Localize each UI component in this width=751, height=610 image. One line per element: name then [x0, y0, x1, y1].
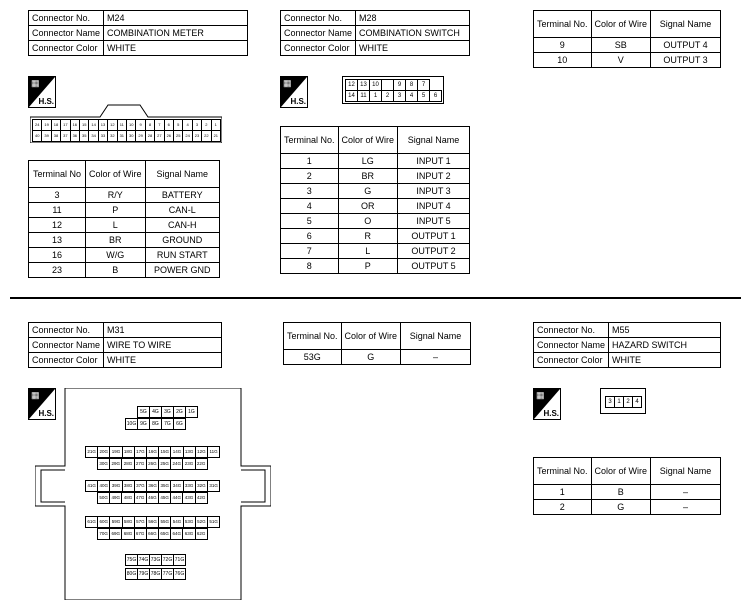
connector-pin: 66G: [146, 528, 159, 540]
connector-pin: 30: [126, 130, 136, 142]
m55-terminal-table: [533, 457, 721, 515]
connector-pin: 10G: [125, 418, 138, 430]
connector-pin: 4: [182, 119, 192, 131]
terminal-no: 3: [281, 184, 339, 199]
table-row: [29, 218, 220, 233]
hs-label: H.S.: [38, 97, 54, 106]
wire-color: L: [86, 218, 146, 233]
signal-name: CAN-H: [145, 218, 219, 233]
info-key: Connector Color: [29, 353, 104, 368]
connector-pin: 55G: [158, 516, 171, 528]
terminal-no: 3: [29, 188, 86, 203]
m55-connector-face: [600, 388, 646, 414]
info-key: Connector Color: [29, 41, 104, 56]
connector-pin: 37G: [134, 480, 147, 492]
signal-name: INPUT 1: [398, 154, 470, 169]
terminal-no: 23: [29, 263, 86, 278]
hs-icon: ▦ H.S.: [28, 388, 56, 420]
m31-connector-face: [35, 388, 271, 600]
connector-pin: 8: [405, 79, 418, 91]
header-terminal: Terminal No.: [534, 458, 592, 485]
header-signal: Signal Name: [651, 11, 721, 38]
connector-pin: 49G: [109, 492, 122, 504]
connector-pin: 4: [405, 90, 418, 102]
info-key: Connector No.: [281, 11, 356, 26]
table-row: [534, 485, 721, 500]
connector-pin: 28: [145, 130, 155, 142]
connector-pin: 4G: [149, 406, 162, 418]
info-key: Connector Name: [281, 26, 356, 41]
connector-pin: 21G: [85, 446, 98, 458]
header-terminal: Terminal No.: [534, 11, 592, 38]
connector-pin: 5: [417, 90, 430, 102]
connector-pin: 64G: [170, 528, 183, 540]
signal-name: INPUT 3: [398, 184, 470, 199]
wire-color: SB: [591, 38, 651, 53]
connector-pin: 70G: [97, 528, 110, 540]
header-color: Color of Wire: [591, 11, 651, 38]
info-value: WHITE: [356, 41, 470, 56]
connector-pin: 79G: [137, 568, 150, 580]
connector-pin: 1: [614, 396, 624, 408]
wire-color: O: [338, 214, 398, 229]
header-signal: Signal Name: [145, 161, 219, 188]
connector-pin: 23G: [182, 458, 195, 470]
connector-pin: 28G: [121, 458, 134, 470]
connector-pin: 80G: [125, 568, 138, 580]
connector-pin: 40: [32, 130, 42, 142]
terminal-no: 8: [281, 259, 339, 274]
connector-pin: 56G: [146, 516, 159, 528]
connector-pin: 24G: [170, 458, 183, 470]
connector-pin: 39G: [109, 480, 122, 492]
connector-pin: 9: [393, 79, 406, 91]
connector-pin: 73G: [149, 554, 162, 566]
connector-pin: 11: [357, 90, 370, 102]
connector-pin: 21: [211, 130, 221, 142]
connector-pin: 29G: [109, 458, 122, 470]
connector-pin: 3: [605, 396, 615, 408]
table-row: [29, 188, 220, 203]
info-value: HAZARD SWITCH: [609, 338, 721, 353]
signal-name: OUTPUT 3: [651, 53, 721, 68]
wire-color: V: [591, 53, 651, 68]
signal-name: POWER GND: [145, 263, 219, 278]
connector-pin: 78G: [149, 568, 162, 580]
connector-pin: 15: [79, 119, 89, 131]
connector-pin: 17: [60, 119, 70, 131]
m28-terminal-table: [280, 126, 470, 274]
terminal-no: 2: [281, 169, 339, 184]
connector-pin: 5: [173, 119, 183, 131]
info-key: Connector Name: [534, 338, 609, 353]
wire-color: BR: [338, 169, 398, 184]
terminal-no: 1: [534, 485, 592, 500]
header-color: Color of Wire: [591, 458, 651, 485]
connector-pin: 22G: [195, 458, 208, 470]
terminal-no: 6: [281, 229, 339, 244]
signal-name: INPUT 4: [398, 199, 470, 214]
table-row: [281, 259, 470, 274]
connector-pin: 38G: [122, 480, 135, 492]
connector-pin: 9: [135, 119, 145, 131]
connector-pin: 10: [369, 79, 382, 91]
connector-pin: 60G: [97, 516, 110, 528]
connector-pin: 13: [357, 79, 370, 91]
header-signal: Signal Name: [401, 323, 471, 350]
wire-color: L: [338, 244, 398, 259]
terminal-no: 16: [29, 248, 86, 263]
terminal-no: 5: [281, 214, 339, 229]
connector-pin: 6: [164, 119, 174, 131]
connector-pin: 67G: [134, 528, 147, 540]
info-key: Connector Name: [29, 26, 104, 41]
connector-pin: 3: [192, 119, 202, 131]
connector-pin: 8G: [149, 418, 162, 430]
hs-icon: ▦ H.S.: [280, 76, 308, 108]
connector-pin: 2: [201, 119, 211, 131]
info-value: WHITE: [104, 353, 222, 368]
connector-pin: 63G: [182, 528, 195, 540]
connector-pin: 1: [369, 90, 382, 102]
info-key: Connector Name: [29, 338, 104, 353]
signal-name: INPUT 2: [398, 169, 470, 184]
connector-pin: 18: [51, 119, 61, 131]
connector-pin: 75G: [125, 554, 138, 566]
wire-color: G: [338, 184, 398, 199]
connector-pin: 35G: [158, 480, 171, 492]
signal-name: –: [401, 350, 471, 365]
header-signal: Signal Name: [398, 127, 470, 154]
connector-pin: 7: [154, 119, 164, 131]
connector-pin: 37: [60, 130, 70, 142]
connector-pin: 16G: [146, 446, 159, 458]
info-key: Connector Color: [534, 353, 609, 368]
info-key: Connector Color: [281, 41, 356, 56]
connector-pin: 13G: [183, 446, 196, 458]
info-value: WIRE TO WIRE: [104, 338, 222, 353]
wire-color: B: [86, 263, 146, 278]
connector-pin: 6G: [173, 418, 186, 430]
terminal-no: 4: [281, 199, 339, 214]
wire-color: P: [338, 259, 398, 274]
terminal-no: 12: [29, 218, 86, 233]
m31-terminal-table: [283, 322, 471, 365]
connector-pin: 38: [51, 130, 61, 142]
hs-label: H.S.: [290, 97, 306, 106]
connector-pin: 25: [173, 130, 183, 142]
connector-pin: 9G: [137, 418, 150, 430]
table-row: [29, 203, 220, 218]
header-signal: Signal Name: [651, 458, 721, 485]
signal-name: INPUT 5: [398, 214, 470, 229]
table-row: [281, 244, 470, 259]
connector-pin: 4: [632, 396, 642, 408]
table-row: [534, 53, 721, 68]
table-row: [534, 38, 721, 53]
connector-pin: 23: [192, 130, 202, 142]
signal-name: CAN-L: [145, 203, 219, 218]
info-key: Connector No.: [29, 323, 104, 338]
connector-pin: 77G: [161, 568, 174, 580]
terminal-no: 11: [29, 203, 86, 218]
connector-pin: 31G: [207, 480, 220, 492]
connector-pin: 14: [345, 90, 358, 102]
info-key: Connector No.: [534, 323, 609, 338]
connector-pin: 19: [41, 119, 51, 131]
connector-pin: 76G: [173, 568, 186, 580]
connector-pin: 69G: [109, 528, 122, 540]
connector-pin: 52G: [195, 516, 208, 528]
signal-name: –: [651, 500, 721, 515]
wire-color: G: [341, 350, 401, 365]
table-row: [281, 169, 470, 184]
connector-pin: 45G: [158, 492, 171, 504]
connector-pin: 16: [70, 119, 80, 131]
table-row: [284, 350, 471, 365]
info-value: M31: [104, 323, 222, 338]
connector-pin: 41G: [85, 480, 98, 492]
table-row: [281, 214, 470, 229]
wire-color: G: [591, 500, 651, 515]
hs-icon: ▦ H.S.: [28, 76, 56, 108]
connector-pin: 50G: [97, 492, 110, 504]
connector-pin: 27: [154, 130, 164, 142]
signal-name: BATTERY: [145, 188, 219, 203]
connector-pin: 24: [182, 130, 192, 142]
connector-pin: 2G: [173, 406, 186, 418]
connector-pin: 32G: [195, 480, 208, 492]
connector-pin: 1: [211, 119, 221, 131]
terminal-no: 1: [281, 154, 339, 169]
terminal-no: 7: [281, 244, 339, 259]
connector-pin: 7: [417, 79, 430, 91]
connector-pin: 10: [126, 119, 136, 131]
connector-pin: 12: [345, 79, 358, 91]
table-row: [534, 500, 721, 515]
connector-pin: 46G: [146, 492, 159, 504]
info-value: WHITE: [104, 41, 248, 56]
connector-pin: 53G: [183, 516, 196, 528]
connector-pin: 8: [145, 119, 155, 131]
signal-name: GROUND: [145, 233, 219, 248]
wire-color: R: [338, 229, 398, 244]
connector-pin: 27G: [134, 458, 147, 470]
table-row: [29, 233, 220, 248]
header-color: Color of Wire: [338, 127, 398, 154]
m55-connector-info: [533, 322, 721, 368]
connector-pin: 33G: [183, 480, 196, 492]
connector-pin: 20G: [97, 446, 110, 458]
connector-pin: 68G: [121, 528, 134, 540]
table-row: [281, 199, 470, 214]
connector-pin: 12G: [195, 446, 208, 458]
section-divider: [10, 297, 741, 299]
table-row: [281, 184, 470, 199]
connector-pin: 22: [201, 130, 211, 142]
signal-name: OUTPUT 1: [398, 229, 470, 244]
connector-pin: 24: [32, 119, 42, 131]
wire-color: B: [591, 485, 651, 500]
connector-pin: 43G: [182, 492, 195, 504]
connector-pin: 2: [623, 396, 633, 408]
terminal-no: 13: [29, 233, 86, 248]
connector-pin: 34: [88, 130, 98, 142]
header-terminal: Terminal No.: [284, 323, 342, 350]
connector-pin: 48G: [121, 492, 134, 504]
wire-color: W/G: [86, 248, 146, 263]
connector-pin: 34G: [170, 480, 183, 492]
connector-pin: 2: [381, 90, 394, 102]
wire-color: LG: [338, 154, 398, 169]
hs-icon: ▦ H.S.: [533, 388, 561, 420]
connector-pin: 36G: [146, 480, 159, 492]
connector-pin: 51G: [207, 516, 220, 528]
info-value: M24: [104, 11, 248, 26]
terminal-no: 53G: [284, 350, 342, 365]
hs-label: H.S.: [38, 409, 54, 418]
terminal-no: 10: [534, 53, 592, 68]
table-row: [281, 154, 470, 169]
connector-pin: 65G: [158, 528, 171, 540]
header-terminal: Terminal No: [29, 161, 86, 188]
connector-pin: 62G: [195, 528, 208, 540]
connector-pin: 14: [88, 119, 98, 131]
connector-pin: 6: [429, 90, 442, 102]
info-value: COMBINATION METER: [104, 26, 248, 41]
signal-name: OUTPUT 5: [398, 259, 470, 274]
m28-connector-face: [342, 76, 444, 104]
wire-color: R/Y: [86, 188, 146, 203]
info-value: COMBINATION SWITCH: [356, 26, 470, 41]
connector-pin: 5G: [137, 406, 150, 418]
connector-pin: 19G: [109, 446, 122, 458]
connector-pin: 31: [117, 130, 127, 142]
connector-pin: 36: [70, 130, 80, 142]
m24-terminal-table: [28, 160, 220, 278]
connector-pin: 1G: [185, 406, 198, 418]
m28-continued-terminal-table: [533, 10, 721, 68]
connector-pin: 72G: [161, 554, 174, 566]
header-color: Color of Wire: [341, 323, 401, 350]
connector-pin: 40G: [97, 480, 110, 492]
signal-name: –: [651, 485, 721, 500]
connector-pin: 54G: [170, 516, 183, 528]
header-color: Color of Wire: [86, 161, 146, 188]
connector-pin: 35: [79, 130, 89, 142]
signal-name: OUTPUT 4: [651, 38, 721, 53]
connector-pin: 39: [41, 130, 51, 142]
connector-pin: 42G: [195, 492, 208, 504]
table-row: [281, 229, 470, 244]
info-key: Connector No.: [29, 11, 104, 26]
connector-pin: 59G: [109, 516, 122, 528]
connector-pin: 58G: [122, 516, 135, 528]
signal-name: OUTPUT 2: [398, 244, 470, 259]
wire-color: P: [86, 203, 146, 218]
table-row: [29, 248, 220, 263]
connector-pin: 33: [98, 130, 108, 142]
table-row: [29, 263, 220, 278]
connector-pin: 26G: [146, 458, 159, 470]
connector-pin: 71G: [173, 554, 186, 566]
m24-connector-info: [28, 10, 248, 56]
connector-pin: 11G: [207, 446, 220, 458]
connector-pin: 25G: [158, 458, 171, 470]
connector-pin: 13: [98, 119, 108, 131]
connector-pin: 11: [117, 119, 127, 131]
connector-pin: 17G: [134, 446, 147, 458]
signal-name: RUN START: [145, 248, 219, 263]
connector-pin: 7G: [161, 418, 174, 430]
hs-label: H.S.: [543, 409, 559, 418]
connector-pin: 3G: [161, 406, 174, 418]
connector-pin: 15G: [158, 446, 171, 458]
wire-color: BR: [86, 233, 146, 248]
connector-pin: 44G: [170, 492, 183, 504]
connector-pin: 74G: [137, 554, 150, 566]
wire-color: OR: [338, 199, 398, 214]
connector-pin: 3: [393, 90, 406, 102]
connector-pin: 61G: [85, 516, 98, 528]
connector-pin: 32: [107, 130, 117, 142]
connector-pin: 26: [164, 130, 174, 142]
info-value: WHITE: [609, 353, 721, 368]
connector-pin: 18G: [122, 446, 135, 458]
m24-connector-face: [30, 103, 222, 143]
connector-pin: 57G: [134, 516, 147, 528]
connector-pin: 12: [107, 119, 117, 131]
connector-pin: 30G: [97, 458, 110, 470]
connector-pin: 29: [135, 130, 145, 142]
connector-pin: 47G: [134, 492, 147, 504]
info-value: M28: [356, 11, 470, 26]
info-value: M55: [609, 323, 721, 338]
m28-connector-info: [280, 10, 470, 56]
terminal-no: 9: [534, 38, 592, 53]
header-terminal: Terminal No.: [281, 127, 339, 154]
m31-connector-info: [28, 322, 222, 368]
terminal-no: 2: [534, 500, 592, 515]
connector-pin: 14G: [170, 446, 183, 458]
